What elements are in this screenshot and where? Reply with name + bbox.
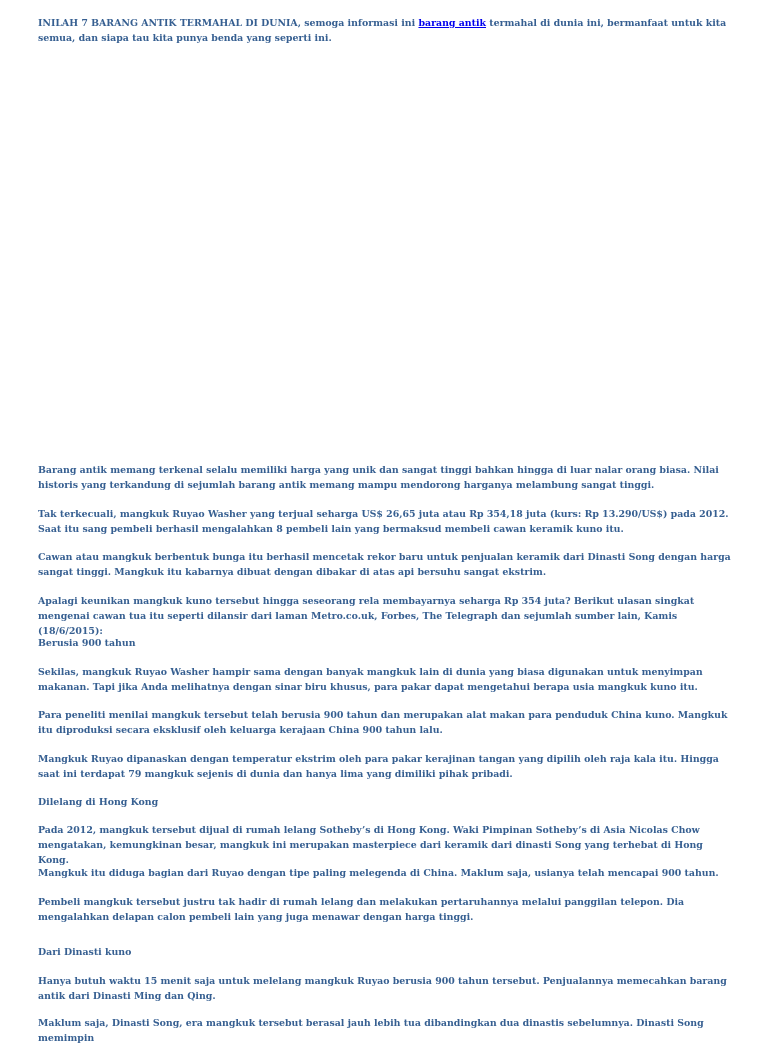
- section-heading: Dari Dinasti kuno: [38, 947, 132, 958]
- body-paragraph: Apalagi keunikan mangkuk kuno tersebut hingga seseorang rela membayarnya seharga Rp 354 juta? Berikut ulasan singkat mengenai cawan tua itu seperti dilansir dari laman Metro.co.uk, Forbes, The Telegraph dan sejumlah sumber lain, Kamis (18/6/2015):: [38, 596, 695, 637]
- body-paragraph: Maklum saja, Dinasti Song, era mangkuk tersebut berasal jauh lebih tua dibandingkan dua dinastis sebelumnya. Dinasti Song memimpin: [38, 1018, 704, 1044]
- section-heading: Berusia 900 tahun: [38, 638, 136, 649]
- article-image-area: [38, 60, 732, 450]
- body-paragraph: Pembeli mangkuk tersebut justru tak hadir di rumah lelang dan melakukan pertaruhannya melalui panggilan telepon. Dia mengalahkan delapan calon pembeli lain yang juga menawar dengan harga tinggi.: [38, 897, 685, 923]
- section-heading: Dilelang di Hong Kong: [38, 797, 159, 808]
- barang-antik-link[interactable]: barang antik: [418, 18, 487, 29]
- body-paragraph: Cawan atau mangkuk berbentuk bunga itu berhasil mencetak rekor baru untuk penjualan keramik dari Dinasti Song dengan harga sangat tinggi. Mangkuk itu kabarnya dibuat dengan dibakar di atas api bersuhu sangat ekstrim.: [38, 552, 731, 578]
- intro-paragraph: [38, 16, 732, 46]
- body-paragraph: Barang antik memang terkenal selalu memiliki harga yang unik dan sangat tinggi bahkan hingga di luar nalar orang biasa. Nilai historis yang terkandung di sejumlah barang antik memang mampu mendorong harganya melambung sangat tinggi.: [38, 465, 719, 491]
- intro-lead: INILAH 7 BARANG ANTIK TERMAHAL DI DUNIA: [38, 18, 298, 29]
- body-paragraph: Sekilas, mangkuk Ruyao Washer hampir sama dengan banyak mangkuk lain di dunia yang biasa digunakan untuk menyimpan makanan. Tapi jika Anda melihatnya dengan sinar biru khusus, para pakar dapat mengetahui berapa usia mangkuk kuno itu.: [38, 667, 703, 693]
- intro-text-before-link: , semoga informasi ini: [297, 18, 419, 29]
- body-paragraph: Mangkuk Ruyao dipanaskan dengan temperatur ekstrim oleh para pakar kerajinan tangan yang dipilih oleh raja kala itu. Hingga saat ini terdapat 79 mangkuk sejenis di dunia dan hanya lima yang dimiliki pihak pribadi.: [38, 754, 719, 780]
- intro-text-after-link: termahal di dunia ini, bermanfaat untuk kita semua, dan siapa tau kita punya benda yang seperti ini.: [38, 18, 727, 44]
- document-page: [38, 0, 732, 1044]
- body-paragraph: Para peneliti menilai mangkuk tersebut telah berusia 900 tahun dan merupakan alat makan para penduduk China kuno. Mangkuk itu diproduksi secara eksklusif oleh keluarga kerajaan China 900 tahun lalu.: [38, 710, 728, 736]
- body-paragraph: Hanya butuh waktu 15 menit saja untuk melelang mangkuk Ruyao berusia 900 tahun tersebut. Penjualannya memecahkan barang antik dari Dinasti Ming dan Qing.: [38, 976, 727, 1002]
- body-paragraph: Tak terkecuali, mangkuk Ruyao Washer yang terjual seharga US$ 26,65 juta atau Rp 354,18 juta (kurs: Rp 13.290/US$) pada 2012. Saat itu sang pembeli berhasil mengalahkan 8 pembeli lain yang bermaksud membeli cawan keramik kuno itu.: [38, 509, 729, 535]
- body-paragraph: Mangkuk itu diduga bagian dari Ruyao dengan tipe paling melegenda di China. Maklum saja, usianya telah mencapai 900 tahun.: [38, 868, 719, 879]
- body-paragraph: Pada 2012, mangkuk tersebut dijual di rumah lelang Sotheby’s di Hong Kong. Waki Pimpinan Sotheby’s di Asia Nicolas Chow mengatakan, kemungkinan besar, mangkuk ini merupakan masterpiece dari keramik dari dinasti Song yang terhebat di Hong Kong.: [38, 825, 703, 866]
